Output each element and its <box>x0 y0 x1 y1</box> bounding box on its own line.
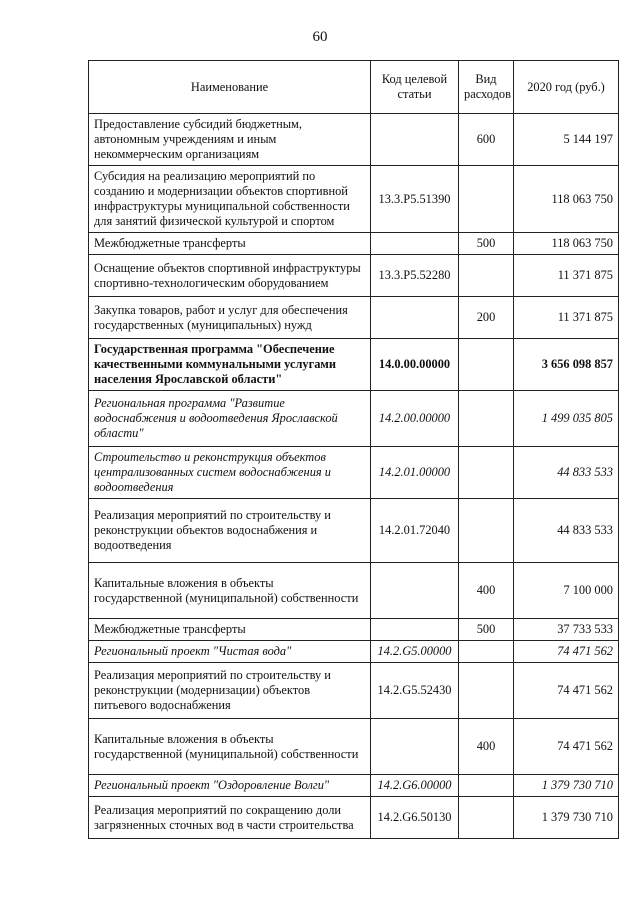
row-code-cell <box>371 563 459 619</box>
row-amount-cell: 74 471 562 <box>514 719 619 775</box>
row-amount-cell: 11 371 875 <box>514 297 619 339</box>
row-amount-cell: 11 371 875 <box>514 255 619 297</box>
row-kind-cell <box>459 641 514 663</box>
row-code-cell: 13.3.Р5.51390 <box>371 166 459 233</box>
table-row <box>89 391 619 447</box>
row-code-cell: 14.2.G6.50130 <box>371 797 459 839</box>
table-row <box>89 641 619 663</box>
row-code-cell: 14.2.01.72040 <box>371 499 459 563</box>
row-code-cell: 14.2.01.00000 <box>371 447 459 499</box>
row-code-cell: 14.2.G5.00000 <box>371 641 459 663</box>
table-row <box>89 255 619 297</box>
table-row <box>89 339 619 391</box>
table-row <box>89 447 619 499</box>
row-kind-cell <box>459 166 514 233</box>
row-kind-cell: 400 <box>459 563 514 619</box>
row-amount-cell: 1 379 730 710 <box>514 797 619 839</box>
table-row <box>89 114 619 166</box>
row-kind-cell <box>459 797 514 839</box>
row-amount-cell: 74 471 562 <box>514 641 619 663</box>
row-kind-cell <box>459 663 514 719</box>
row-code-cell: 14.0.00.00000 <box>371 339 459 391</box>
table-row <box>89 563 619 619</box>
row-kind-cell <box>459 447 514 499</box>
page-number: 60 <box>312 29 328 45</box>
table-header-row <box>89 61 619 114</box>
row-kind-cell <box>459 339 514 391</box>
row-amount-cell: 3 656 098 857 <box>514 339 619 391</box>
row-name-cell: Реализация мероприятий по строительству и реконструкции (модернизации) объектов питьевого водоснабжения <box>89 663 371 719</box>
row-kind-cell <box>459 391 514 447</box>
row-kind-cell: 500 <box>459 619 514 641</box>
row-code-cell <box>371 719 459 775</box>
budget-table <box>88 60 619 839</box>
row-name-cell: Региональный проект "Чистая вода" <box>89 641 371 663</box>
row-amount-cell: 118 063 750 <box>514 166 619 233</box>
row-name-cell: Субсидия на реализацию мероприятий по созданию и модернизации объектов спортивной инфраструктуры муниципальной собственности для занятий физической культурой и спортом <box>89 166 371 233</box>
table-row <box>89 297 619 339</box>
row-name-cell: Государственная программа "Обеспечение качественными коммунальными услугами населения Ярославской области" <box>89 339 371 391</box>
header-kind: Вид расходов <box>459 61 514 114</box>
row-code-cell: 14.2.G6.00000 <box>371 775 459 797</box>
row-name-cell: Строительство и реконструкция объектов централизованных систем водоснабжения и водоотведения <box>89 447 371 499</box>
row-amount-cell: 74 471 562 <box>514 663 619 719</box>
row-kind-cell <box>459 499 514 563</box>
row-amount-cell: 7 100 000 <box>514 563 619 619</box>
row-code-cell <box>371 619 459 641</box>
table-row <box>89 797 619 839</box>
row-kind-cell: 400 <box>459 719 514 775</box>
row-name-cell: Межбюджетные трансферты <box>89 233 371 255</box>
row-name-cell: Капитальные вложения в объекты государственной (муниципальной) собственности <box>89 563 371 619</box>
row-code-cell <box>371 233 459 255</box>
row-name-cell: Региональная программа "Развитие водоснабжения и водоотведения Ярославской области" <box>89 391 371 447</box>
row-amount-cell: 1 499 035 805 <box>514 391 619 447</box>
row-kind-cell: 200 <box>459 297 514 339</box>
row-kind-cell: 500 <box>459 233 514 255</box>
row-kind-cell <box>459 775 514 797</box>
table-body <box>89 114 619 839</box>
row-name-cell: Региональный проект "Оздоровление Волги" <box>89 775 371 797</box>
row-kind-cell <box>459 255 514 297</box>
row-name-cell: Межбюджетные трансферты <box>89 619 371 641</box>
row-name-cell: Предоставление субсидий бюджетным, автономным учреждениям и иным некоммерческим организациям <box>89 114 371 166</box>
header-name: Наименование <box>89 61 371 114</box>
row-amount-cell: 44 833 533 <box>514 447 619 499</box>
row-code-cell: 14.2.G5.52430 <box>371 663 459 719</box>
table-row <box>89 233 619 255</box>
row-amount-cell: 44 833 533 <box>514 499 619 563</box>
row-name-cell: Капитальные вложения в объекты государственной (муниципальной) собственности <box>89 719 371 775</box>
row-amount-cell: 5 144 197 <box>514 114 619 166</box>
row-amount-cell: 37 733 533 <box>514 619 619 641</box>
row-amount-cell: 1 379 730 710 <box>514 775 619 797</box>
row-name-cell: Закупка товаров, работ и услуг для обеспечения государственных (муниципальных) нужд <box>89 297 371 339</box>
table-row <box>89 663 619 719</box>
row-name-cell: Реализация мероприятий по строительству и реконструкции объектов водоснабжения и водоотведения <box>89 499 371 563</box>
header-amount: 2020 год (руб.) <box>514 61 619 114</box>
row-code-cell: 14.2.00.00000 <box>371 391 459 447</box>
table-row <box>89 775 619 797</box>
row-name-cell: Оснащение объектов спортивной инфраструктуры спортивно-технологическим оборудованием <box>89 255 371 297</box>
row-code-cell <box>371 297 459 339</box>
row-code-cell: 13.3.Р5.52280 <box>371 255 459 297</box>
row-kind-cell: 600 <box>459 114 514 166</box>
table-row <box>89 499 619 563</box>
table-row <box>89 166 619 233</box>
table-row <box>89 619 619 641</box>
row-amount-cell: 118 063 750 <box>514 233 619 255</box>
header-code: Код целевой статьи <box>371 61 459 114</box>
table-row <box>89 719 619 775</box>
row-code-cell <box>371 114 459 166</box>
row-name-cell: Реализация мероприятий по сокращению доли загрязненных сточных вод в части строительства <box>89 797 371 839</box>
